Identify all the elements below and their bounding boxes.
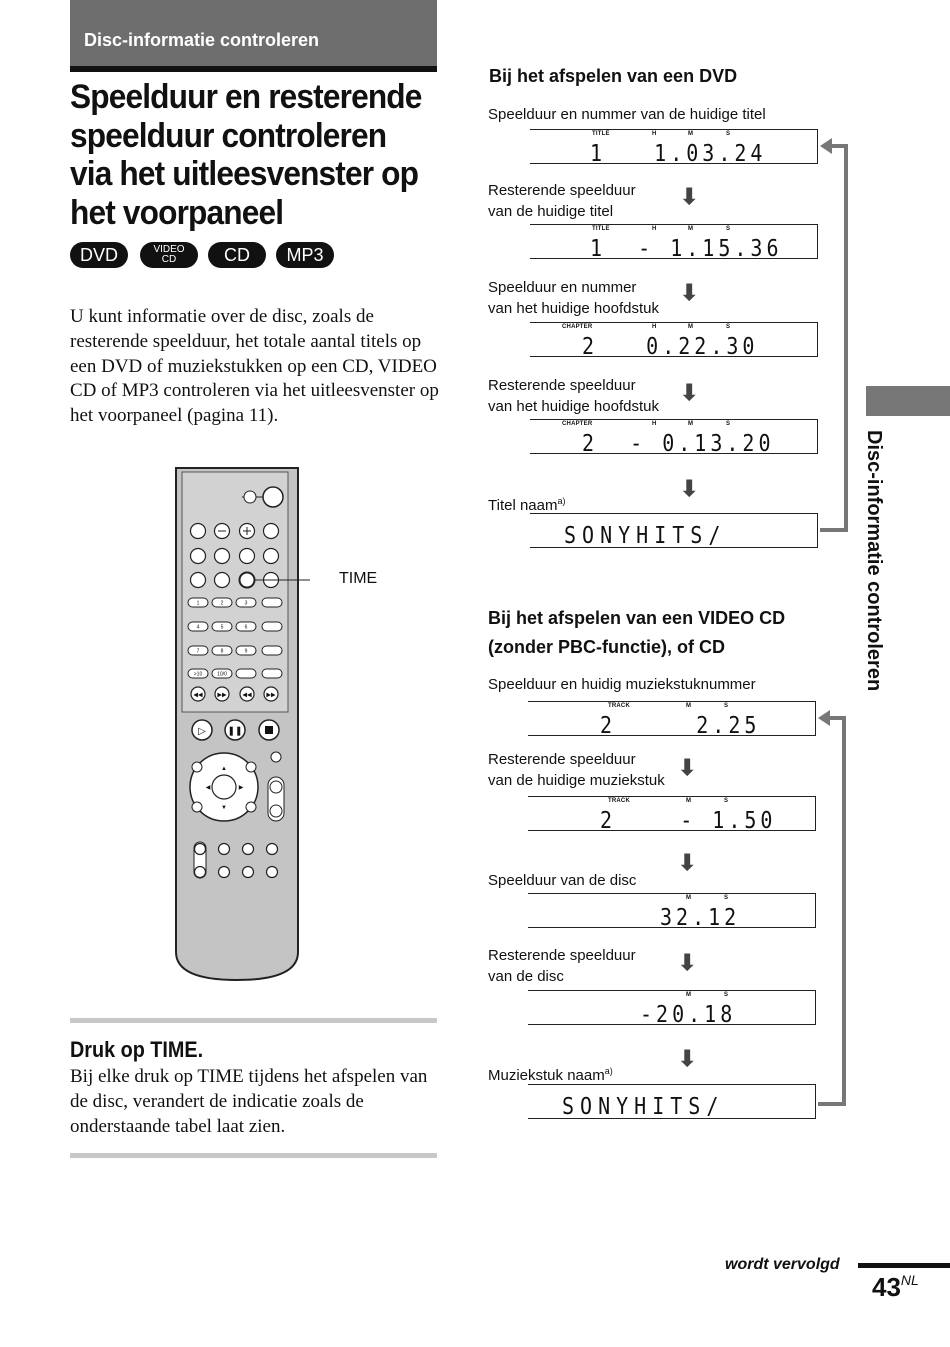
label-line: van de disc — [488, 967, 564, 985]
vcd-badge — [140, 242, 198, 268]
display-indicator: M — [686, 798, 692, 804]
down-arrow-icon: ⬇ — [678, 1046, 697, 1071]
label-line: Titel naam — [488, 497, 558, 514]
vcd-item-3-label — [488, 871, 636, 892]
svg-text:▼: ▼ — [221, 805, 227, 811]
display-indicator: S — [724, 798, 729, 804]
display-value: 2 0.22.30 — [582, 332, 759, 360]
dvd-display-4 — [530, 419, 818, 457]
key-label: >10 — [193, 671, 203, 678]
step-title: Druk op TIME. — [70, 1037, 204, 1062]
dvd-display-2 — [530, 224, 818, 262]
svg-text:◀◀: ◀◀ — [193, 692, 203, 699]
key-label: 6 — [244, 624, 248, 631]
dvd-badge-text: DVD — [79, 244, 118, 265]
label-line: van de huidige titel — [488, 202, 614, 220]
vcd-item-2-label — [488, 750, 665, 791]
label-line: Speelduur en nummer van de huidige titel — [488, 106, 766, 123]
dvd-display-1 — [530, 129, 818, 167]
cd-badge-text: CD — [224, 244, 250, 265]
key-label: 4 — [196, 624, 200, 631]
display-indicator: S — [724, 895, 729, 901]
display-indicator: S — [724, 992, 729, 998]
side-tab-text: Disc-informatie controleren — [863, 430, 885, 692]
key-label: 8 — [220, 648, 224, 655]
vcd-display-2 — [528, 796, 816, 834]
vcd-item-4-label — [488, 946, 636, 987]
svg-text:▷: ▷ — [198, 726, 206, 737]
mp3-badge-text: MP3 — [286, 244, 324, 265]
label-line: van het huidige hoofdstuk — [488, 397, 659, 415]
display-value: 2 - 0.13.20 — [582, 429, 775, 457]
svg-text:▶▶: ▶▶ — [217, 692, 227, 699]
down-arrow-icon: ⬇ — [678, 755, 697, 780]
key-label: 9 — [244, 648, 248, 655]
label-line: van de huidige muziekstuk — [488, 771, 665, 789]
vcd-cycle-arrow — [814, 708, 854, 1118]
heading-line: (zonder PBC-functie), of CD — [488, 637, 725, 657]
dvd-badge — [70, 242, 128, 268]
display-indicator: M — [686, 895, 692, 901]
display-indicator: S — [726, 324, 731, 330]
down-arrow-icon: ⬇ — [680, 380, 699, 405]
key-label: 7 — [196, 648, 200, 655]
down-arrow-icon: ⬇ — [680, 280, 699, 305]
vcd-display-5 — [528, 1084, 816, 1119]
display-indicator: M — [688, 226, 694, 232]
label-line: Resterende speelduur — [488, 182, 636, 199]
header-underline — [70, 66, 437, 72]
display-indicator: H — [652, 131, 657, 137]
time-button[interactable] — [240, 573, 255, 588]
label-line: Muziekstuk naam — [488, 1067, 605, 1084]
display-indicator: H — [652, 421, 657, 427]
display-indicator: S — [726, 421, 731, 427]
label-line: van het huidige hoofdstuk — [488, 299, 659, 317]
down-arrow-icon: ⬇ — [680, 476, 699, 501]
label-line: Resterende speelduur — [488, 751, 636, 768]
svg-text:▶: ▶ — [238, 785, 244, 791]
dvd-item-1-label — [488, 105, 766, 126]
label-line: Speelduur en nummer — [488, 279, 637, 296]
remote-control-illustration — [170, 462, 310, 992]
display-indicator: H — [652, 324, 657, 330]
display-value: 2 - 1.50 — [600, 806, 777, 834]
label-line: Speelduur en huidig muziekstuknummer — [488, 676, 756, 693]
display-indicator: TITLE — [592, 226, 610, 232]
heading-line: Bij het afspelen van een VIDEO CD — [488, 608, 786, 628]
dvd-section-heading: Bij het afspelen van een DVD — [489, 66, 738, 86]
label-line: Resterende speelduur — [488, 377, 636, 394]
dvd-display-5 — [530, 513, 818, 548]
down-arrow-icon: ⬇ — [678, 950, 697, 975]
key-label: 3 — [244, 600, 248, 607]
vcd-section-heading — [488, 604, 785, 662]
continued-label: wordt vervolgd — [725, 1256, 840, 1273]
svg-text:▲: ▲ — [221, 766, 227, 772]
key-label: 5 — [220, 624, 224, 631]
key-label: 10/0 — [217, 671, 227, 678]
display-indicator: M — [686, 992, 692, 998]
display-indicator: S — [726, 226, 731, 232]
display-value: 32.12 — [660, 903, 741, 931]
vcd-display-4 — [528, 990, 816, 1028]
display-indicator: M — [688, 131, 694, 137]
display-value: -20.18 — [640, 1000, 737, 1028]
down-arrow-icon: ⬇ — [680, 184, 699, 209]
display-indicator: TRACK — [608, 798, 630, 804]
down-arrow-icon: ⬇ — [678, 850, 697, 875]
dvd-item-3-label — [488, 278, 659, 319]
time-callout-label: TIME — [339, 570, 378, 587]
display-indicator: TITLE — [592, 131, 610, 137]
display-value: 2 2.25 — [600, 711, 761, 739]
vcd-item-5-label — [488, 1061, 613, 1087]
key-label: 1 — [196, 600, 200, 607]
page-title: Speelduur en resterende speelduur controleren via het uitleesvenster op het voorpaneel — [70, 78, 422, 232]
label-line: Resterende speelduur — [488, 947, 636, 964]
page-number-value: 43 — [872, 1272, 901, 1302]
footer-rule — [858, 1263, 950, 1268]
intro-paragraph: U kunt informatie over de disc, zoals de resterende speelduur, het totale aantal titels op een DVD of muziekstukken op een CD, VIDEO CD of MP3 controleren via het uitleesvenster op het voorpaneel (pagina 11). — [70, 306, 439, 427]
display-indicator: CHAPTER — [562, 324, 593, 330]
vcd-display-1 — [528, 701, 816, 739]
step-bottom-rule — [70, 1153, 437, 1158]
key-label: 2 — [220, 600, 224, 607]
display-indicator: M — [688, 324, 694, 330]
vcd-item-1-label — [488, 675, 756, 696]
vcd-badge-top: VIDEO — [153, 244, 185, 255]
svg-text:◀: ◀ — [205, 785, 211, 791]
display-indicator: CHAPTER — [562, 421, 593, 427]
display-indicator: M — [686, 703, 692, 709]
vcd-badge-bottom: CD — [161, 254, 177, 265]
display-indicator: S — [726, 131, 731, 137]
vcd-display-3 — [528, 893, 816, 931]
dvd-cycle-arrow — [816, 136, 856, 546]
section-header-text: Disc-informatie controleren — [84, 30, 320, 50]
page-language: NL — [900, 1272, 919, 1288]
step-text: Bij elke druk op TIME tijdens het afspelen van de disc, verandert de indicatie zoals de onderstaande tabel laat zien. — [70, 1066, 428, 1137]
display-indicator: S — [724, 703, 729, 709]
display-value: 1 1.03.24 — [590, 139, 767, 167]
svg-text:❚❚: ❚❚ — [227, 725, 243, 736]
footnote-mark: a) — [557, 496, 566, 506]
display-indicator: H — [652, 226, 657, 232]
mp3-badge — [276, 242, 334, 268]
footnote-mark: a) — [604, 1066, 613, 1076]
svg-text:◀◀: ◀◀ — [242, 692, 252, 699]
display-indicator: M — [688, 421, 694, 427]
dvd-item-4-label — [488, 376, 659, 417]
step-top-rule — [70, 1018, 437, 1023]
label-line: Speelduur van de disc — [488, 872, 637, 889]
cd-badge — [208, 242, 266, 268]
display-indicator: TRACK — [608, 703, 630, 709]
display-value: SONYHITS/ — [562, 1092, 725, 1120]
svg-text:▶▶: ▶▶ — [266, 692, 276, 699]
display-value: 1 - 1.15.36 — [590, 234, 783, 262]
page-number — [872, 1272, 919, 1303]
side-tab-marker — [866, 386, 950, 416]
dvd-display-3 — [530, 322, 818, 360]
display-value: SONYHITS/ — [564, 521, 727, 549]
dvd-item-2-label — [488, 181, 636, 222]
